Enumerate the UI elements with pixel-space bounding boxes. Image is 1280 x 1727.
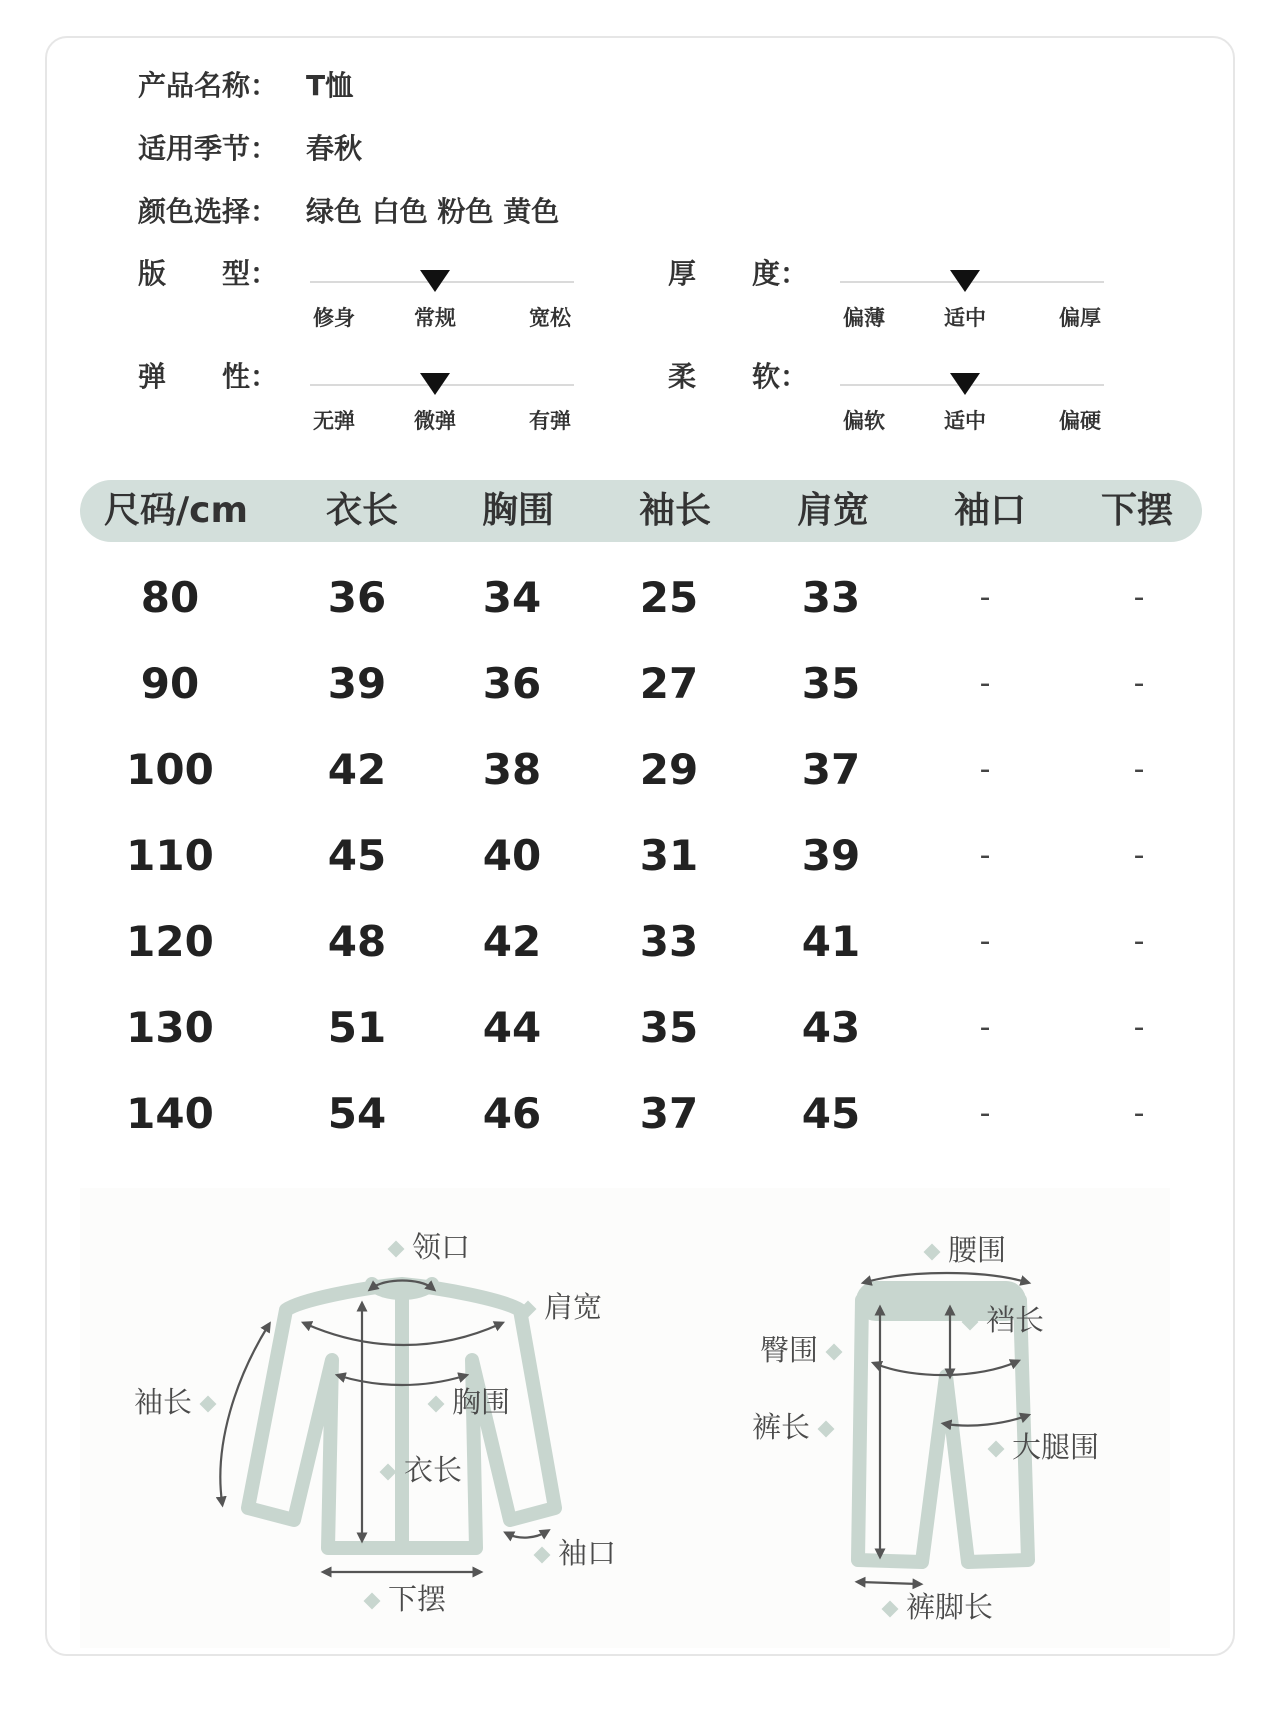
rise-label-text: 裆长 — [986, 1303, 1045, 1337]
shoulder-label-text: 肩宽 — [544, 1290, 603, 1324]
table-cell: - — [1133, 924, 1145, 959]
table-cell: - — [979, 752, 991, 787]
table-cell: - — [979, 924, 991, 959]
diamond-bullet-icon — [428, 1396, 445, 1413]
chest-label-text: 胸围 — [452, 1385, 511, 1419]
leg-opening-label — [874, 1590, 993, 1624]
table-cell: - — [979, 580, 991, 615]
table-cell: 80 — [140, 573, 200, 622]
table-cell: 43 — [801, 1003, 861, 1052]
diamond-bullet-icon — [826, 1344, 843, 1361]
table-cell: - — [1133, 666, 1145, 701]
table-cell: - — [1133, 1096, 1145, 1131]
table-cell: 36 — [482, 659, 542, 708]
table-cell: 27 — [639, 659, 699, 708]
table-cell: 29 — [639, 745, 699, 794]
hem-label — [356, 1582, 446, 1616]
table-cell: 110 — [126, 831, 214, 880]
table-cell: 39 — [327, 659, 387, 708]
length-label-text: 衣长 — [404, 1453, 463, 1487]
sleeve-label — [134, 1385, 224, 1419]
table-cell: 54 — [327, 1089, 387, 1138]
table-cell: 41 — [801, 917, 861, 966]
thigh-label — [980, 1430, 1099, 1464]
thigh-label-text: 大腿围 — [1012, 1430, 1100, 1464]
table-cell: - — [979, 1096, 991, 1131]
collar-label — [380, 1230, 470, 1264]
cuff-label — [526, 1536, 616, 1570]
leg-opening-label-text: 裤脚长 — [906, 1590, 994, 1624]
table-cell: - — [1133, 580, 1145, 615]
diamond-bullet-icon — [818, 1421, 835, 1438]
thickness-label: 厚 度： — [668, 257, 809, 290]
table-cell: - — [1133, 838, 1145, 873]
cuff-label-text: 袖口 — [558, 1536, 617, 1570]
header-chest: 胸围 — [481, 490, 554, 531]
table-cell: - — [1133, 752, 1145, 787]
table-cell: 42 — [482, 917, 542, 966]
softness-option-soft: 偏软 — [843, 409, 885, 433]
product-name-label: 产品名称： — [138, 69, 279, 102]
table-cell: 44 — [482, 1003, 542, 1052]
table-cell: 37 — [639, 1089, 699, 1138]
table-cell: 36 — [327, 573, 387, 622]
header-size: 尺码/cm — [103, 490, 248, 531]
table-cell: 39 — [801, 831, 861, 880]
pants-length-label-text: 裤长 — [752, 1410, 811, 1444]
length-label — [372, 1453, 462, 1487]
table-cell: 33 — [801, 573, 861, 622]
hip-label-text: 臀围 — [760, 1333, 819, 1367]
table-cell: 140 — [126, 1089, 214, 1138]
table-cell: 34 — [482, 573, 542, 622]
table-cell: 90 — [140, 659, 200, 708]
table-cell: 45 — [801, 1089, 861, 1138]
table-cell: - — [979, 666, 991, 701]
table-cell: 42 — [327, 745, 387, 794]
elasticity-option-stretch: 有弹 — [529, 409, 571, 433]
pants-length-label — [752, 1410, 842, 1444]
rise-label — [954, 1303, 1044, 1337]
diamond-bullet-icon — [534, 1547, 551, 1564]
table-cell: 38 — [482, 745, 542, 794]
header-hem: 下摆 — [1100, 490, 1173, 531]
softness-option-medium: 适中 — [944, 409, 986, 433]
table-cell: - — [979, 1010, 991, 1045]
diamond-bullet-icon — [364, 1593, 381, 1610]
table-cell: 37 — [801, 745, 861, 794]
shoulder-label — [512, 1290, 602, 1324]
collar-label-text: 领口 — [412, 1230, 471, 1264]
table-cell: 51 — [327, 1003, 387, 1052]
hem-label-text: 下摆 — [388, 1582, 447, 1616]
table-cell: 35 — [801, 659, 861, 708]
table-cell: 33 — [639, 917, 699, 966]
table-cell: 31 — [639, 831, 699, 880]
header-sleeve: 袖长 — [638, 490, 711, 531]
table-cell: 130 — [126, 1003, 214, 1052]
hip-label — [760, 1333, 850, 1367]
color-value: 绿色 白色 粉色 黄色 — [306, 195, 560, 228]
diamond-bullet-icon — [388, 1241, 405, 1258]
sleeve-label-text: 袖长 — [134, 1385, 193, 1419]
product-name-value: T恤 — [306, 69, 354, 102]
softness-option-hard: 偏硬 — [1059, 409, 1101, 433]
season-value: 春秋 — [306, 132, 363, 165]
table-cell: 45 — [327, 831, 387, 880]
fit-option-regular: 常规 — [414, 306, 456, 330]
diamond-bullet-icon — [380, 1464, 397, 1481]
diamond-bullet-icon — [520, 1301, 537, 1318]
elasticity-option-slight: 微弹 — [414, 409, 456, 433]
thickness-option-thin: 偏薄 — [843, 306, 885, 330]
diamond-bullet-icon — [924, 1244, 941, 1261]
table-cell: - — [979, 838, 991, 873]
diamond-bullet-icon — [988, 1441, 1005, 1458]
chest-label — [420, 1385, 510, 1419]
waist-label — [916, 1233, 1006, 1267]
thickness-option-thick: 偏厚 — [1059, 306, 1101, 330]
table-cell: 120 — [126, 917, 214, 966]
color-label: 颜色选择： — [138, 195, 279, 228]
table-cell: - — [1133, 1010, 1145, 1045]
fit-option-slim: 修身 — [313, 306, 355, 330]
fit-label: 版 型： — [138, 257, 279, 290]
table-cell: 100 — [126, 745, 214, 794]
softness-label: 柔 软： — [668, 360, 809, 393]
fit-option-loose: 宽松 — [529, 306, 571, 330]
table-cell: 25 — [639, 573, 699, 622]
diamond-bullet-icon — [200, 1396, 217, 1413]
thickness-option-medium: 适中 — [944, 306, 986, 330]
elasticity-option-none: 无弹 — [313, 409, 355, 433]
table-cell: 48 — [327, 917, 387, 966]
table-cell: 46 — [482, 1089, 542, 1138]
diamond-bullet-icon — [882, 1601, 899, 1618]
table-cell: 35 — [639, 1003, 699, 1052]
header-shoulder: 肩宽 — [796, 490, 869, 531]
waist-label-text: 腰围 — [948, 1233, 1007, 1267]
diamond-bullet-icon — [962, 1314, 979, 1331]
elasticity-label: 弹 性： — [138, 360, 279, 393]
header-length: 衣长 — [325, 490, 398, 531]
header-cuff: 袖口 — [953, 490, 1026, 531]
season-label: 适用季节： — [138, 132, 279, 165]
table-cell: 40 — [482, 831, 542, 880]
